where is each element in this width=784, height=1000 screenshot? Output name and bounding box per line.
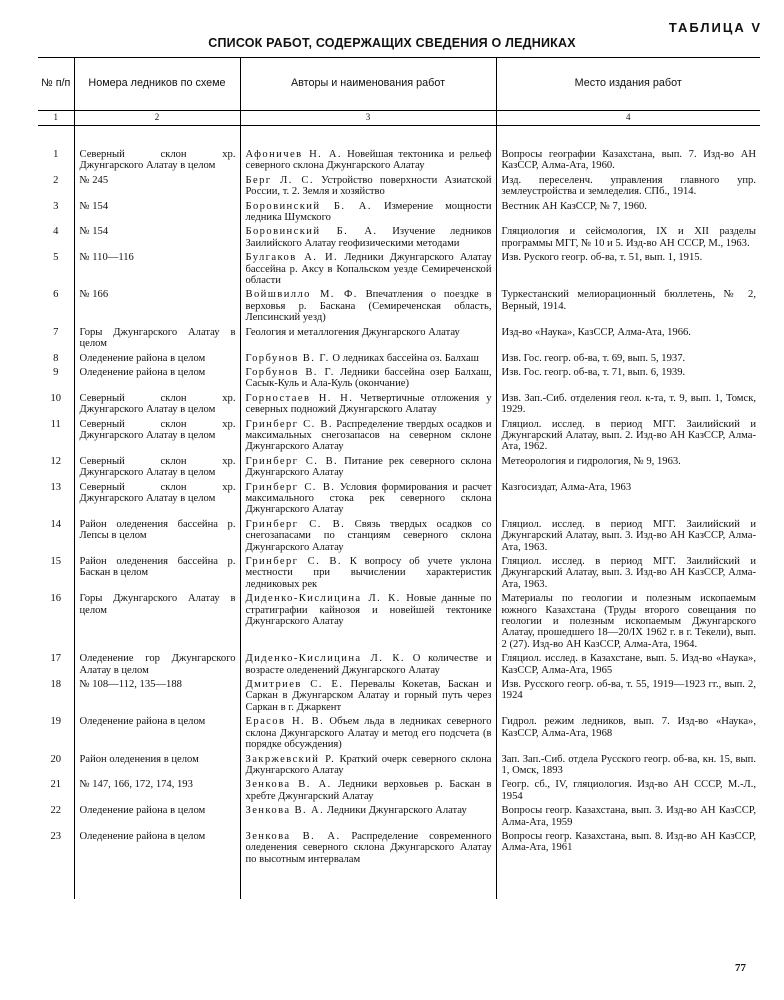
work-title: Объем льда в ледниках северного склона Джунгарского Алатау и метод его подсчета (в порядке обсуждения): [245, 716, 492, 751]
spacer-row: [38, 868, 760, 899]
row-number: 4: [53, 226, 59, 238]
publication-place-cell: Туркестанский мелиорационный бюллетень, № 2, Верный, 1914.: [496, 289, 760, 326]
publication-place-cell: Гляциол. исслед. в период МГГ. Заилийский и Джунгарский Алатау, вып. 3. Изд-во АН КазССР, Алма-Ата, 1963.: [496, 519, 760, 556]
author-work-cell: [240, 456, 496, 482]
author-work-cell: [240, 252, 496, 289]
work-title: Измерение мощности ледника Шумского: [245, 200, 492, 224]
author-name: Горбунов В. Г.: [245, 366, 335, 378]
author-name: Берг Л. С.: [245, 174, 314, 186]
work-title: Устройство поверхности Азиатской России, т. 2. Земля и хозяйство: [245, 174, 492, 198]
work-title: Изучение ледников Заилийского Алатау геофизическими методами: [245, 226, 492, 249]
row-number: 18: [50, 679, 62, 691]
table-row: [38, 353, 760, 367]
glacier-numbers-cell: Оледенение района в целом: [74, 716, 240, 753]
author-work-cell: [240, 831, 496, 868]
row-number: 10: [50, 392, 62, 404]
row-number: 14: [50, 518, 62, 530]
work-title: Новые данные по стратиграфии кайнозоя и новейшей тектонике Джунгарского Алатау: [245, 593, 492, 628]
row-number: 8: [53, 352, 59, 364]
author-name: Боровинский Б. А.: [245, 200, 372, 212]
author-work-cell: [240, 149, 496, 175]
work-title: Новейшая тектоника и рельеф северного склона Джунгарского Алатау: [245, 149, 492, 172]
work-title: Ледники верховьев р. Баскан в хребте Джунгарский Алатау: [245, 779, 492, 802]
author-work-cell: [240, 679, 496, 716]
work-title: Распределение современного оледенения северного склона Джунгарского Алатау по высотным интервалам: [245, 830, 492, 865]
author-work-cell: [240, 754, 496, 780]
row-number: 22: [50, 805, 62, 817]
table-row: [38, 226, 760, 252]
glacier-numbers-cell: № 166: [74, 289, 240, 326]
row-number: 2: [53, 174, 59, 186]
glacier-numbers-cell: Северный склон хр. Джунгарского Алатау в целом: [74, 482, 240, 519]
author-work-cell: [240, 226, 496, 252]
author-work-cell: [240, 779, 496, 805]
row-number: 6: [53, 289, 59, 301]
row-number: 1: [53, 149, 59, 160]
glacier-numbers-cell: Оледенение района в целом: [74, 367, 240, 393]
author-work-cell: [240, 327, 496, 353]
publication-place-cell: Вопросы географии Казахстана, вып. 7. Изд-во АН КазССР, Алма-Ата, 1960.: [496, 149, 760, 175]
spacer-row: [38, 126, 760, 150]
work-title: О количестве и возрасте оледенений Джунгарского Алатау: [245, 653, 492, 676]
work-title: О ледниках бассейна оз. Балхаш: [332, 352, 479, 364]
author-name: Войшвилло М. Ф.: [245, 289, 358, 301]
glacier-numbers-cell: № 108—112, 135—188: [74, 679, 240, 716]
author-name: Боровинский Б. А.: [245, 226, 378, 238]
author-work-cell: [240, 556, 496, 593]
author-work-cell: [240, 289, 496, 326]
publication-place-cell: Метеорология и гидрология, № 9, 1963.: [496, 456, 760, 482]
author-name: Гринберг С. В.: [245, 455, 339, 467]
author-work-cell: [240, 716, 496, 753]
table-row: [38, 419, 760, 456]
glacier-numbers-cell: Северный склон хр. Джунгарского Алатау в целом: [74, 419, 240, 456]
publication-place-cell: Изд. переселенч. управления главного упр. землеустройства и земледелия. СПб., 1914.: [496, 175, 760, 201]
glacier-numbers-cell: № 110—116: [74, 252, 240, 289]
glacier-numbers-cell: Оледенение гор Джунгарского Алатау в целом: [74, 653, 240, 679]
glacier-numbers-cell: Северный склон хр. Джунгарского Алатау в целом: [74, 456, 240, 482]
column-number: 2: [74, 111, 240, 126]
table-row: [38, 289, 760, 326]
work-title: Питание рек северного склона Джунгарского Алатау: [245, 455, 492, 479]
table-row: [38, 252, 760, 289]
author-name: Зенкова В. А.: [245, 830, 341, 842]
row-number: 7: [53, 326, 59, 338]
table-label: ТАБЛИЦА V: [668, 20, 762, 35]
row-number: 21: [50, 779, 62, 791]
publication-place-cell: Вопросы геогр. Казахстана, вып. 3. Изд-во АН КазССР, Алма-Ата, 1959: [496, 805, 760, 831]
author-name: Дмитриев С. Е.: [245, 679, 344, 691]
author-name: Гринберг С. В.: [245, 418, 333, 430]
table-row: [38, 679, 760, 716]
publication-place-cell: Казгосиздат, Алма-Ата, 1963: [496, 482, 760, 519]
publication-place-cell: Гляциол. исслед. в Казахстане, вып. 5. Изд-во «Наука», КазССР, Алма-Ата, 1965: [496, 653, 760, 679]
glacier-numbers-cell: Оледенение района в целом: [74, 353, 240, 367]
work-title: Ледники бассейна озер Балхаш, Сасык-Куль и Ала-Куль (окончание): [245, 366, 492, 390]
table-row: [38, 327, 760, 353]
table-row: [38, 779, 760, 805]
glacier-numbers-cell: Горы Джунгарского Алатау в целом: [74, 593, 240, 653]
author-work-cell: [240, 653, 496, 679]
row-number: 5: [53, 252, 59, 264]
publication-place-cell: Изв. Зап.-Сиб. отделения геол. к-та, т. 9, вып. 1, Томск, 1929.: [496, 393, 760, 419]
table-row: [38, 201, 760, 227]
glacier-numbers-cell: Район оледенения бассейна р. Баскан в целом: [74, 556, 240, 593]
row-number: 15: [50, 556, 62, 567]
author-work-cell: [240, 175, 496, 201]
publication-place-cell: Вестник АН КазССР, № 7, 1960.: [496, 201, 760, 227]
glacier-numbers-cell: Оледенение района в целом: [74, 831, 240, 868]
column-number-row: [38, 111, 760, 126]
author-work-cell: [240, 593, 496, 653]
header-row: [38, 58, 760, 111]
publication-place-cell: Изв. Руского геогр. об-ва, т. 51, вып. 1, 1915.: [496, 252, 760, 289]
table-row: [38, 754, 760, 780]
author-name: Гринберг С. В.: [245, 556, 342, 567]
work-title: Геология и металлогения Джунгарского Алатау: [245, 326, 460, 338]
row-number: 9: [53, 366, 59, 378]
author-work-cell: [240, 419, 496, 456]
publication-place-cell: Изд-во «Наука», КазССР, Алма-Ата, 1966.: [496, 327, 760, 353]
author-name: Закржевский Р.: [245, 753, 336, 765]
header-place: Место издания работ: [496, 58, 760, 111]
glacier-numbers-cell: № 147, 166, 172, 174, 193: [74, 779, 240, 805]
page-number: 77: [735, 962, 746, 974]
row-number: 11: [50, 418, 61, 430]
publication-place-cell: Изв. Гос. геогр. об-ва, т. 69, вып. 5, 1937.: [496, 353, 760, 367]
publication-place-cell: Гидрол. режим ледников, вып. 7. Изд-во «Наука», КазССР, Алма-Ата, 1968: [496, 716, 760, 753]
author-name: Афоничев Н. А.: [245, 149, 342, 160]
work-title: Четвертичные отложения у северных подножий Джунгарского Алатау: [245, 392, 492, 416]
glacier-numbers-cell: Оледенение района в целом: [74, 805, 240, 831]
author-name: Диденко-Кислицина Л. К.: [245, 653, 405, 665]
table-row: [38, 831, 760, 868]
table-row: [38, 482, 760, 519]
work-title: Ледники Джунгарского Алатау: [326, 805, 467, 817]
author-work-cell: [240, 353, 496, 367]
author-work-cell: [240, 805, 496, 831]
publication-place-cell: Зап. Зап.-Сиб. отдела Русского геогр. об-ва, кн. 15, вып. 1, Омск, 1893: [496, 754, 760, 780]
author-work-cell: [240, 367, 496, 393]
author-name: Булгаков А. И.: [245, 252, 339, 264]
row-number: 16: [50, 593, 62, 605]
row-number: 12: [50, 455, 62, 467]
author-name: Ерасов Н. В.: [245, 716, 325, 728]
glacier-numbers-cell: Северный склон хр. Джунгарского Алатау в целом: [74, 393, 240, 419]
glacier-numbers-cell: № 154: [74, 226, 240, 252]
row-number: 23: [50, 830, 62, 842]
publication-place-cell: Гляциол. исслед. в период МГГ. Заилийский и Джунгарский Алатау, вып. 2. Изд-во АН КазССР, Алма-Ата, 1962.: [496, 419, 760, 456]
glacier-numbers-cell: Горы Джунгарского Алатау в целом: [74, 327, 240, 353]
glacier-numbers-cell: № 245: [74, 175, 240, 201]
work-title: К вопросу об учете уклона местности при вычислении характеристик ледниковых рек: [245, 556, 492, 590]
author-name: Зенкова В. А.: [245, 779, 332, 791]
author-work-cell: [240, 201, 496, 227]
work-title: Условия формирования и расчет максимального стока рек северного склона Джунгарского Алатау: [245, 481, 492, 516]
column-number: 3: [240, 111, 496, 126]
row-number: 13: [50, 481, 62, 493]
table-row: [38, 716, 760, 753]
author-work-cell: [240, 482, 496, 519]
table-row: [38, 456, 760, 482]
work-title: Краткий очерк северного склона Джунгарского Алатау: [245, 753, 492, 776]
work-title: Распределение твердых осадков и максимальных снегозапасов на северном склоне Джунгарского Алатау: [245, 418, 492, 453]
page-title: СПИСОК РАБОТ, СОДЕРЖАЩИХ СВЕДЕНИЯ О ЛЕДНИКАХ: [208, 36, 576, 50]
table-row: [38, 593, 760, 653]
row-number: 20: [50, 753, 62, 765]
publication-place-cell: Гляциология и сейсмология, IX и XII разделы программы МГГ, № 10 и 5. Изд-во АН СССР, М., 1963.: [496, 226, 760, 252]
row-number: 19: [50, 716, 62, 728]
table-row: [38, 393, 760, 419]
header-glaciers: Номера ледников по схеме: [74, 58, 240, 111]
publication-place-cell: Вопросы геогр. Казахстана, вып. 8. Изд-во АН КазССР, Алма-Ата, 1961: [496, 831, 760, 868]
table-row: [38, 519, 760, 556]
table-row: [38, 367, 760, 393]
publication-place-cell: Геогр. сб., IV, гляциология. Изд-во АН СССР, М.-Л., 1954: [496, 779, 760, 805]
author-name: Гринберг С. В.: [245, 518, 346, 530]
publication-place-cell: Изв. Русского геогр. об-ва, т. 55, 1919—1923 гг., вып. 2, 1924: [496, 679, 760, 716]
works-table: [38, 57, 760, 899]
work-title: Впечатления о поездке в верховья р. Баскана (Семиреченская область, Лепсинский уезд): [245, 289, 492, 324]
author-name: Горбунов В. Г.: [245, 352, 330, 364]
row-number: 3: [53, 200, 59, 212]
glacier-numbers-cell: Северный склон хр. Джунгарского Алатау в целом: [74, 149, 240, 175]
work-title: Перевалы Кокетав, Баскан и Саркан в Джунгарском Алатау и горный путь через Саркан в г. Джаркент: [245, 679, 492, 713]
column-number: 4: [496, 111, 760, 126]
glacier-numbers-cell: Район оледенения бассейна р. Лепсы в целом: [74, 519, 240, 556]
table-row: [38, 175, 760, 201]
table-row: [38, 805, 760, 831]
publication-place-cell: Изв. Гос. геогр. об-ва, т. 71, вып. 6, 1939.: [496, 367, 760, 393]
author-name: Гринберг С. В.: [245, 481, 336, 493]
publication-place-cell: Материалы по геологии и полезным ископаемым южного Казахстана (Труды второго совещания по геологии и полезным ископаемым Джунгарского Алатау, прошедшего 18—20/IX 1962 г. в г. Текели), вып. 2 (27). Изд-во АН КазССР, Алма-Ата, 1964.: [496, 593, 760, 653]
table-row: [38, 556, 760, 593]
header-num: № п/п: [38, 58, 74, 111]
work-title: Ледники Джунгарского Алатау бассейна р. Аксу в Копальском уезде Семиреченской области: [245, 252, 492, 287]
publication-place-cell: Гляциол. исслед. в период МГГ. Заилийский и Джунгарский Алатау, вып. 3. Изд-во АН КазССР, Алма-Ата, 1963.: [496, 556, 760, 593]
glacier-numbers-cell: Район оледенения в целом: [74, 754, 240, 780]
author-work-cell: [240, 393, 496, 419]
author-name: Зенкова В. А.: [245, 805, 325, 817]
header-authors: Авторы и наименования работ: [240, 58, 496, 111]
table-row: [38, 149, 760, 175]
author-name: Диденко-Кислицина Л. К.: [245, 593, 401, 605]
table-body: [38, 126, 760, 900]
table-row: [38, 653, 760, 679]
glacier-numbers-cell: № 154: [74, 201, 240, 227]
column-number: 1: [38, 111, 74, 126]
author-work-cell: [240, 519, 496, 556]
row-number: 17: [50, 653, 62, 665]
author-name: Горностаев Н. Н.: [245, 392, 354, 404]
work-title: Связь твердых осадков со снегозапасами по станциям северного склона Джунгарского Алатау: [245, 518, 492, 553]
